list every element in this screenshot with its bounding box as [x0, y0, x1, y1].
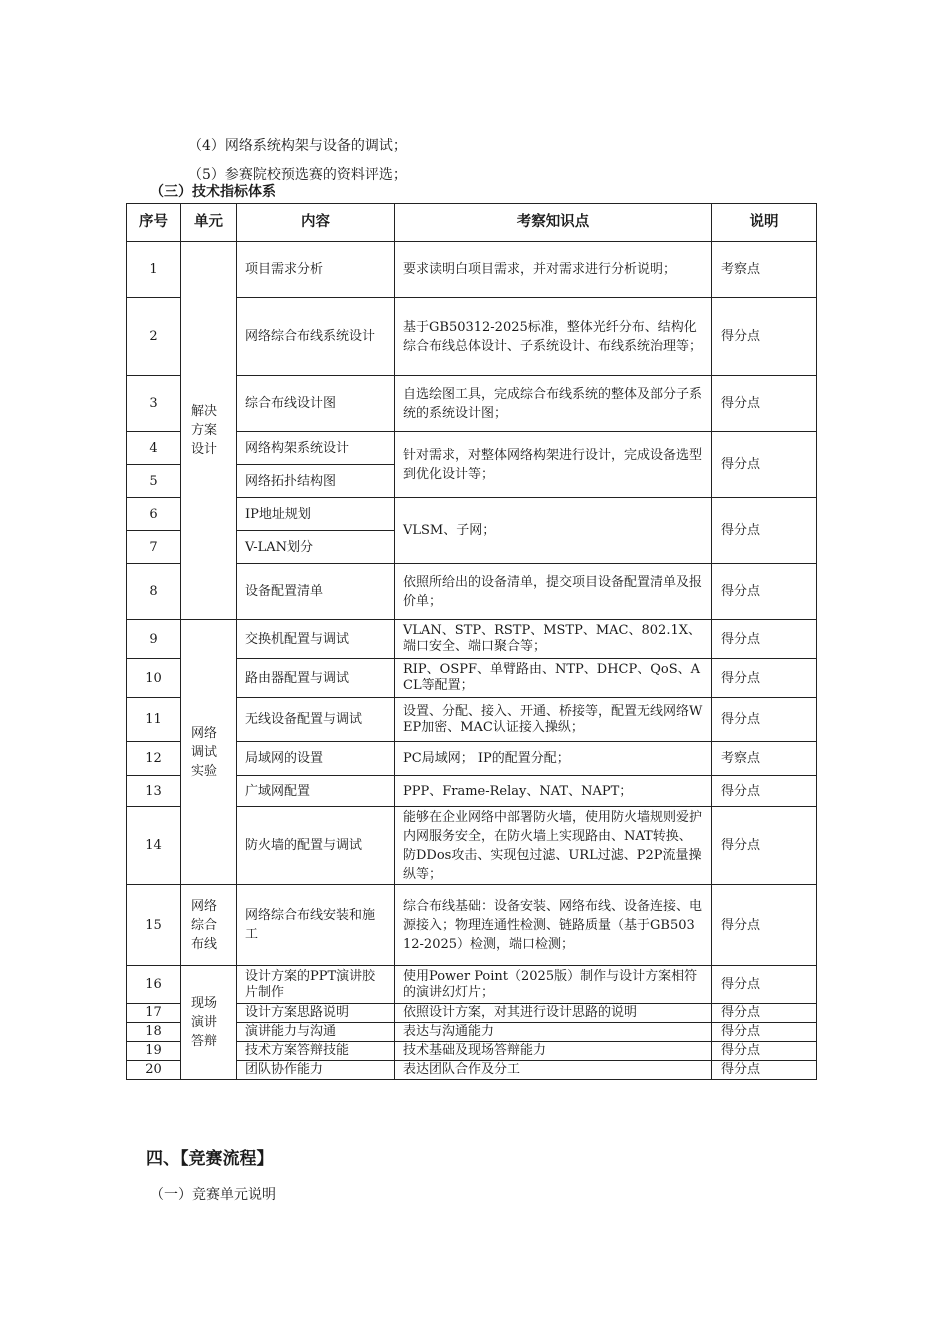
- tech-index-table: [126, 203, 817, 1080]
- content-cell: 设计方案思路说明: [237, 1004, 395, 1023]
- content-cell: 路由器配置与调试: [237, 659, 395, 698]
- knowledge-cell: PPP、Frame-Relay、NAT、NAPT；: [395, 776, 712, 807]
- row-no: 2: [127, 298, 181, 376]
- note-cell: 得分点: [712, 966, 817, 1004]
- row-no: 19: [127, 1042, 181, 1061]
- row-no: 9: [127, 620, 181, 659]
- note-cell: 得分点: [712, 432, 817, 498]
- note-cell: 得分点: [712, 885, 817, 966]
- content-cell: 演讲能力与沟通: [237, 1023, 395, 1042]
- knowledge-cell: 使用Power Point（2025版）制作与设计方案相符的演讲幻灯片；: [395, 966, 712, 1004]
- table-row: [127, 966, 817, 1004]
- row-no: 4: [127, 432, 181, 465]
- header-knowledge: 考察知识点: [395, 204, 712, 242]
- row-no: 18: [127, 1023, 181, 1042]
- content-cell: 技术方案答辩技能: [237, 1042, 395, 1061]
- row-no: 5: [127, 465, 181, 498]
- content-cell: 局域网的设置: [237, 742, 395, 776]
- note-cell: 得分点: [712, 776, 817, 807]
- table-row: [127, 242, 817, 298]
- header-no: 序号: [127, 204, 181, 242]
- knowledge-cell: 基于GB50312-2025标准，整体光纤分布、结构化综合布线总体设计、子系统设计、布线系统治理等；: [395, 298, 712, 376]
- knowledge-cell: VLAN、STP、RSTP、MSTP、MAC、802.1X、端口安全、端口聚合等；: [395, 620, 712, 659]
- table-header-row: [127, 204, 817, 242]
- table-row: [127, 620, 817, 659]
- row-no: 15: [127, 885, 181, 966]
- knowledge-cell: 自选绘图工具，完成综合布线系统的整体及部分子系统的系统设计图；: [395, 376, 712, 432]
- content-cell: V-LAN划分: [237, 531, 395, 564]
- knowledge-cell: 表达与沟通能力: [395, 1023, 712, 1042]
- header-note: 说明: [712, 204, 817, 242]
- content-cell: 网络综合布线系统设计: [237, 298, 395, 376]
- header-content: 内容: [237, 204, 395, 242]
- content-cell: 防火墙的配置与调试: [237, 807, 395, 885]
- row-no: 16: [127, 966, 181, 1004]
- unit-cell: 现场演讲答辩: [181, 966, 237, 1080]
- note-cell: 得分点: [712, 1061, 817, 1080]
- note-cell: 得分点: [712, 1042, 817, 1061]
- note-cell: 得分点: [712, 376, 817, 432]
- content-cell: 网络构架系统设计: [237, 432, 395, 465]
- content-cell: 团队协作能力: [237, 1061, 395, 1080]
- note-cell: 得分点: [712, 620, 817, 659]
- knowledge-cell: 依照所给出的设备清单，提交项目设备配置清单及报价单；: [395, 564, 712, 620]
- knowledge-cell: 技术基础及现场答辩能力: [395, 1042, 712, 1061]
- content-cell: 设计方案的PPT演讲胶片制作: [237, 966, 395, 1004]
- note-cell: 得分点: [712, 659, 817, 698]
- content-cell: 网络综合布线安装和施工: [237, 885, 395, 966]
- header-unit: 单元: [181, 204, 237, 242]
- section-title-tech-index: （三）技术指标体系: [150, 184, 276, 200]
- content-cell: 交换机配置与调试: [237, 620, 395, 659]
- note-cell: 得分点: [712, 564, 817, 620]
- row-no: 1: [127, 242, 181, 298]
- row-no: 12: [127, 742, 181, 776]
- content-cell: 广域网配置: [237, 776, 395, 807]
- row-no: 6: [127, 498, 181, 531]
- note-cell: 考察点: [712, 242, 817, 298]
- note-cell: 得分点: [712, 1023, 817, 1042]
- intro-line-5: （5）参赛院校预选赛的资料评选；: [188, 167, 407, 183]
- row-no: 20: [127, 1061, 181, 1080]
- knowledge-cell: VLSM、子网；: [395, 498, 712, 564]
- knowledge-cell: 能够在企业网络中部署防火墙，使用防火墙规则爱护内网服务安全，在防火墙上实现路由、NAT转换、防DDos攻击、实现包过滤、URL过滤、P2P流量操纵等；: [395, 807, 712, 885]
- knowledge-cell: 要求读明白项目需求，并对需求进行分析说明；: [395, 242, 712, 298]
- note-cell: 考察点: [712, 742, 817, 776]
- note-cell: 得分点: [712, 698, 817, 742]
- table-row: [127, 885, 817, 966]
- row-no: 14: [127, 807, 181, 885]
- content-cell: 项目需求分析: [237, 242, 395, 298]
- knowledge-cell: PC局域网； IP的配置分配；: [395, 742, 712, 776]
- row-no: 17: [127, 1004, 181, 1023]
- row-no: 10: [127, 659, 181, 698]
- content-cell: 综合布线设计图: [237, 376, 395, 432]
- unit-cell: 网络综合布线: [181, 885, 237, 966]
- note-cell: 得分点: [712, 1004, 817, 1023]
- row-no: 3: [127, 376, 181, 432]
- knowledge-cell: 综合布线基础：设备安装、网络布线、设备连接、电源接入；物理连通性检测、链路质量（基于GB50312-2025）检测，端口检测；: [395, 885, 712, 966]
- unit-cell: 解决方案设计: [181, 242, 237, 620]
- note-cell: 得分点: [712, 498, 817, 564]
- row-no: 8: [127, 564, 181, 620]
- note-cell: 得分点: [712, 807, 817, 885]
- subsection-title-unit-description: （一）竞赛单元说明: [150, 1187, 276, 1203]
- knowledge-cell: 针对需求，对整体网络构架进行设计，完成设备选型到优化设计等；: [395, 432, 712, 498]
- knowledge-cell: 依照设计方案，对其进行设计思路的说明: [395, 1004, 712, 1023]
- intro-line-4: （4）网络系统构架与设备的调试；: [188, 138, 407, 154]
- knowledge-cell: 表达团队合作及分工: [395, 1061, 712, 1080]
- knowledge-cell: RIP、OSPF、单臂路由、NTP、DHCP、QoS、ACL等配置；: [395, 659, 712, 698]
- unit-cell: 网络调试实验: [181, 620, 237, 885]
- content-cell: 设备配置清单: [237, 564, 395, 620]
- row-no: 11: [127, 698, 181, 742]
- content-cell: 网络拓扑结构图: [237, 465, 395, 498]
- row-no: 7: [127, 531, 181, 564]
- content-cell: 无线设备配置与调试: [237, 698, 395, 742]
- section-title-competition-process: 四、【竞赛流程】: [146, 1149, 274, 1169]
- knowledge-cell: 设置、分配、接入、开通、桥接等，配置无线网络WEP加密、MAC认证接入操纵；: [395, 698, 712, 742]
- note-cell: 得分点: [712, 298, 817, 376]
- content-cell: IP地址规划: [237, 498, 395, 531]
- row-no: 13: [127, 776, 181, 807]
